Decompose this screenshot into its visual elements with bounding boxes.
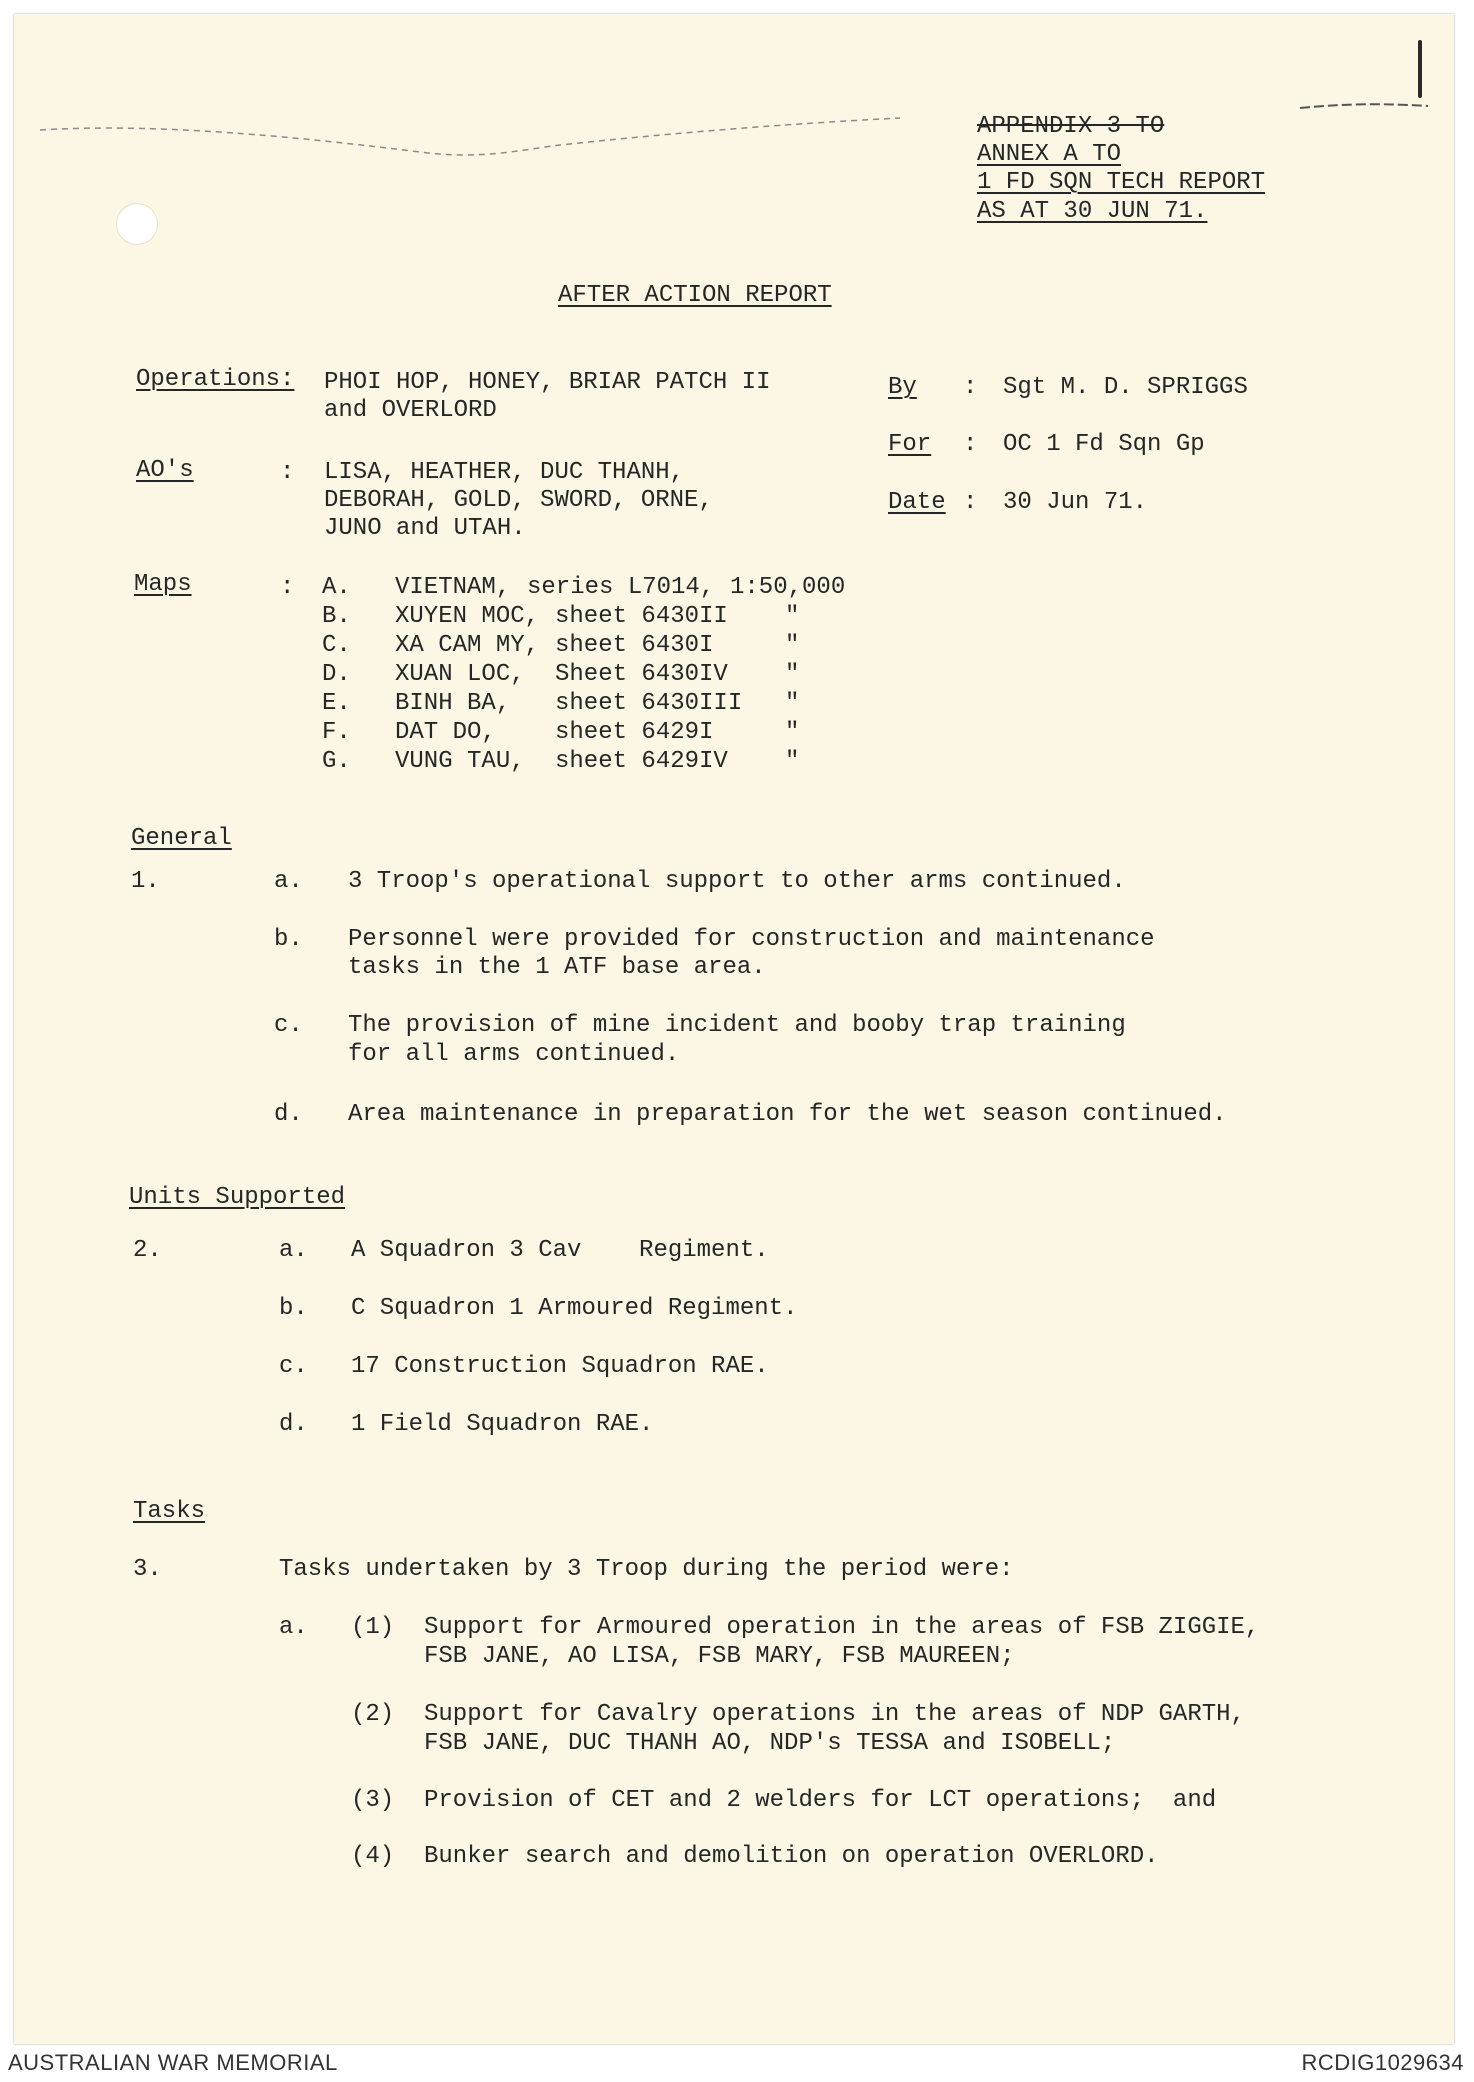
appendix-struck: APPENDIX 3 TO (977, 113, 1165, 140)
map-name: XUAN LOC, (395, 661, 525, 688)
by-colon: : (963, 374, 978, 401)
maps-colon: : (280, 574, 295, 601)
map-name: XUYEN MOC, (395, 603, 540, 630)
map-sheet: sheet 6430II (555, 603, 728, 630)
tasks-number: 3. (133, 1556, 162, 1583)
date-value: 30 Jun 71. (1003, 489, 1148, 516)
task-text: FSB JANE, DUC THANH AO, NDP's TESSA and ISOBELL; (424, 1730, 1116, 1757)
unit-letter: a. (279, 1237, 308, 1264)
map-name: DAT DO, (395, 719, 496, 746)
tasks-heading: Tasks (133, 1498, 206, 1525)
general-item-text: Area maintenance in preparation for the wet season continued. (348, 1101, 1227, 1128)
aos-line-1: LISA, HEATHER, DUC THANH, (324, 459, 685, 486)
task-text: Provision of CET and 2 welders for LCT operations; and (424, 1787, 1217, 1814)
tasks-intro: Tasks undertaken by 3 Troop during the period were: (279, 1556, 1014, 1583)
unit-text: A Squadron 3 Cav Regiment. (351, 1237, 769, 1264)
aos-label: AO's (136, 457, 194, 484)
by-label: By (888, 374, 917, 401)
task-text: Bunker search and demolition on operation OVERLORD. (424, 1843, 1159, 1870)
unit-letter: c. (279, 1353, 308, 1380)
unit-letter: b. (279, 1295, 308, 1322)
tasks-letter: a. (279, 1614, 308, 1641)
general-item-letter: b. (274, 926, 303, 953)
task-number: (4) (351, 1843, 395, 1870)
general-item-text: for all arms continued. (348, 1041, 680, 1068)
units-heading: Units Supported (129, 1184, 346, 1211)
map-name: XA CAM MY, (395, 632, 540, 659)
map-sheet: Sheet 6430IV (555, 661, 728, 688)
map-letter: D. (322, 661, 351, 688)
map-scale: " (785, 719, 800, 746)
general-item-text: Personnel were provided for construction and maintenance (348, 926, 1155, 953)
date-label: Date (888, 489, 946, 516)
aos-colon: : (280, 459, 295, 486)
general-item-text: tasks in the 1 ATF base area. (348, 954, 766, 981)
map-scale: " (785, 603, 800, 630)
map-scale: " (785, 661, 800, 688)
for-colon: : (963, 431, 978, 458)
general-item-text: 3 Troop's operational support to other arms continued. (348, 868, 1126, 895)
map-letter: A. (322, 574, 351, 601)
map-letter: B. (322, 603, 351, 630)
for-label: For (888, 431, 932, 458)
general-item-letter: d. (274, 1101, 303, 1128)
unit-text: C Squadron 1 Armoured Regiment. (351, 1295, 798, 1322)
annex-line: ANNEX A TO (977, 141, 1122, 168)
footer-record-id: RCDIG1029634 (1301, 2050, 1464, 2075)
for-value: OC 1 Fd Sqn Gp (1003, 431, 1205, 458)
map-letter: C. (322, 632, 351, 659)
unit-text: 1 Field Squadron RAE. (351, 1411, 654, 1438)
aos-line-2: DEBORAH, GOLD, SWORD, ORNE, (324, 487, 713, 514)
task-text: Support for Armoured operation in the areas of FSB ZIGGIE, (424, 1614, 1260, 1641)
aos-line-3: JUNO and UTAH. (324, 515, 526, 542)
task-number: (1) (351, 1614, 395, 1641)
operations-label: Operations: (136, 366, 295, 393)
map-scale: " (785, 690, 800, 717)
task-number: (2) (351, 1701, 395, 1728)
unit-letter: d. (279, 1411, 308, 1438)
map-sheet: sheet 6430I (555, 632, 714, 659)
as-at-line: AS AT 30 JUN 71. (977, 198, 1208, 225)
general-number: 1. (131, 868, 160, 895)
report-line: 1 FD SQN TECH REPORT (977, 169, 1266, 196)
footer-archive-name: AUSTRALIAN WAR MEMORIAL (8, 2050, 338, 2075)
map-scale: 1:50,000 (730, 574, 846, 601)
task-text: Support for Cavalry operations in the areas of NDP GARTH, (424, 1701, 1245, 1728)
map-sheet: sheet 6430III (555, 690, 743, 717)
maps-label: Maps (134, 571, 192, 598)
units-number: 2. (133, 1237, 162, 1264)
unit-text: 17 Construction Squadron RAE. (351, 1353, 769, 1380)
map-letter: E. (322, 690, 351, 717)
operations-line-1: PHOI HOP, HONEY, BRIAR PATCH II (324, 369, 771, 396)
general-item-text: The provision of mine incident and booby trap training (348, 1012, 1126, 1039)
general-heading: General (131, 825, 232, 852)
map-name: VIETNAM, (395, 574, 511, 601)
map-sheet: sheet 6429IV (555, 748, 728, 775)
general-item-letter: a. (274, 868, 303, 895)
report-title: AFTER ACTION REPORT (558, 282, 832, 309)
map-scale: " (785, 748, 800, 775)
task-number: (3) (351, 1787, 395, 1814)
by-value: Sgt M. D. SPRIGGS (1003, 374, 1248, 401)
map-name: VUNG TAU, (395, 748, 525, 775)
map-scale: " (785, 632, 800, 659)
general-item-letter: c. (274, 1012, 303, 1039)
operations-line-2: and OVERLORD (324, 397, 497, 424)
map-name: BINH BA, (395, 690, 511, 717)
task-text: FSB JANE, AO LISA, FSB MARY, FSB MAUREEN; (424, 1643, 1015, 1670)
date-colon: : (963, 489, 978, 516)
map-sheet: series L7014, (527, 574, 715, 601)
map-letter: G. (322, 748, 351, 775)
map-sheet: sheet 6429I (555, 719, 714, 746)
map-letter: F. (322, 719, 351, 746)
